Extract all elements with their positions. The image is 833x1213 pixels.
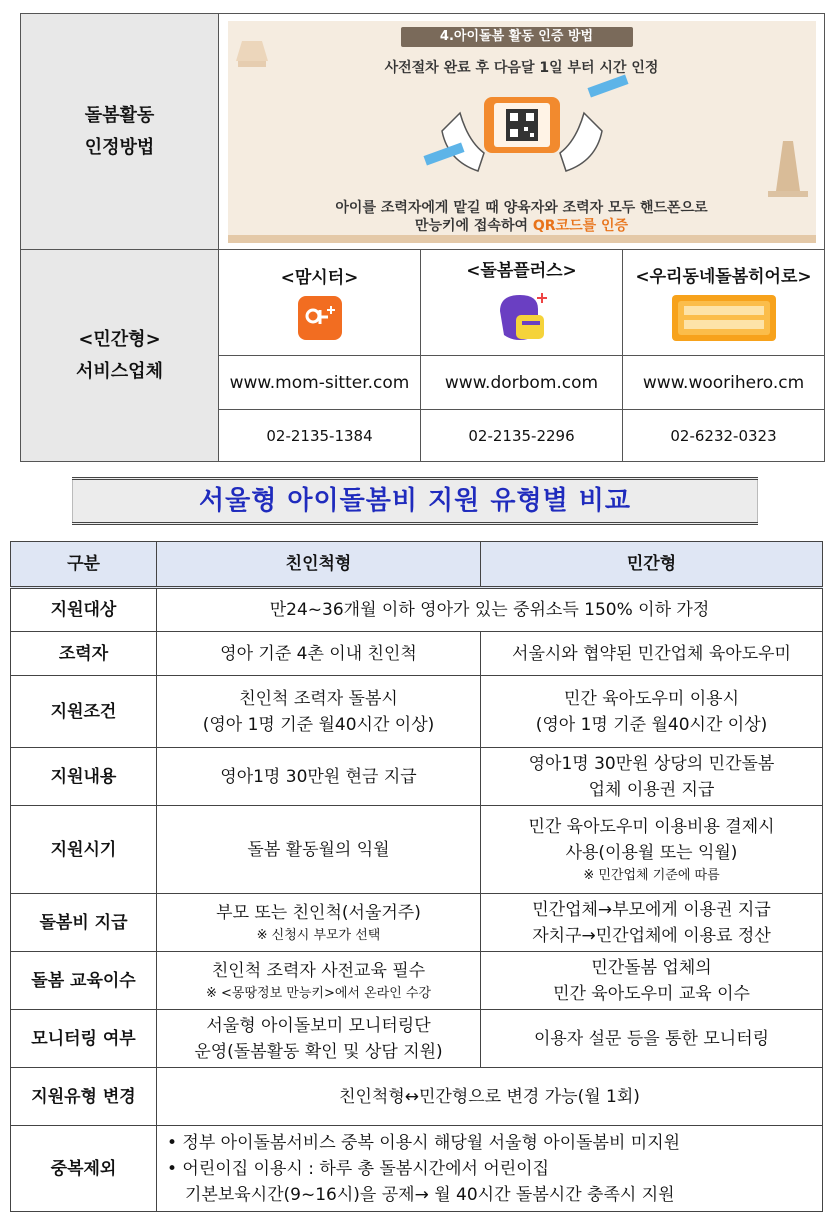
section-title-box	[72, 477, 758, 525]
banner-line1: 아이를 조력자에게 맡길 때 양육자와 조력자 모두 핸드폰으로	[335, 199, 708, 216]
row-value: 돌봄 활동월의 익월	[157, 806, 481, 894]
table-row	[11, 894, 823, 952]
section-title: 서울형 아이돌봄비 지원 유형별 비교	[199, 486, 631, 516]
vendor-url: www.dorbom.com	[421, 356, 623, 410]
header-private-type: 민간형	[481, 542, 823, 588]
row-value: 민간업체→부모에게 이용권 지급 자치구→민간업체에 이용료 정산	[481, 894, 823, 952]
vendor-label: <민간형> 서비스업체	[21, 250, 219, 462]
header-category: 구분	[11, 542, 157, 588]
row-label: 지원조건	[11, 676, 157, 748]
table-row	[11, 1068, 823, 1126]
row-label: 지원시기	[11, 806, 157, 894]
table-row	[11, 1126, 823, 1212]
dorbomplus-logo-icon	[492, 289, 552, 347]
comparison-table	[10, 541, 823, 1212]
header-relative-type: 친인척형	[157, 542, 481, 588]
table-row	[11, 676, 823, 748]
table-row	[11, 806, 823, 894]
row-label: 지원유형 변경	[11, 1068, 157, 1126]
method-label: 돌봄활동 인정방법	[21, 14, 219, 250]
table-row	[11, 952, 823, 1010]
row-value: 영아1명 30만원 현금 지급	[157, 748, 481, 806]
row-value: • 정부 아이돌봄서비스 중복 이용시 해당월 서울형 아이돌봄비 미지원 • 어린이집 이용시 : 하루 총 돌봄시간에서 어린이집 기본보육시간(9~16시)을 공제→ 월 40시간 돌봄시간 충족시 지원	[157, 1126, 823, 1212]
method-banner-cell	[219, 14, 825, 250]
vendor-url: www.woorihero.cm	[623, 356, 825, 410]
qr-auth-banner	[228, 21, 816, 243]
row-value: 친인척 조력자 돌봄시 (영아 1명 기준 월40시간 이상)	[157, 676, 481, 748]
vendor-phone: 02-2135-1384	[219, 410, 421, 462]
vendor-momsitter: <맘시터>	[219, 250, 421, 356]
row-value: 서울시와 협약된 민간업체 육아도우미	[481, 632, 823, 676]
row-value: 민간 육아도우미 이용비용 결제시 사용(이용월 또는 익월) ※ 민간업체 기준에 따름	[481, 806, 823, 894]
row-value: 서울형 아이돌보미 모니터링단 운영(돌봄활동 확인 및 상담 지원)	[157, 1010, 481, 1068]
row-value: 친인척형↔민간형으로 변경 가능(월 1회)	[157, 1068, 823, 1126]
momsitter-logo-icon	[298, 296, 342, 340]
row-value: 부모 또는 친인척(서울거주) ※ 신청시 부모가 선택	[157, 894, 481, 952]
row-value: 만24~36개월 이하 영아가 있는 중위소득 150% 이하 가정	[157, 588, 823, 632]
woorihero-logo-icon	[672, 295, 776, 341]
table-row	[11, 1010, 823, 1068]
row-label: 중복제외	[11, 1126, 157, 1212]
table-row	[11, 748, 823, 806]
vendor-url: www.mom-sitter.com	[219, 356, 421, 410]
row-label: 지원대상	[11, 588, 157, 632]
row-label: 조력자	[11, 632, 157, 676]
row-value: 이용자 설문 등을 통한 모니터링	[481, 1010, 823, 1068]
row-value: 영아 기준 4촌 이내 친인척	[157, 632, 481, 676]
vendor-dorbom: <돌봄플러스>	[421, 250, 623, 356]
row-label: 돌봄비 지급	[11, 894, 157, 952]
service-info-table	[20, 13, 825, 462]
banner-line2: 만능키에 접속하여 QR코드를 인증	[414, 217, 629, 234]
row-value: 친인척 조력자 사전교육 필수 ※ <몽땅정보 만능키>에서 온라인 수강	[157, 952, 481, 1010]
row-value: 민간돌봄 업체의 민간 육아도우미 교육 이수	[481, 952, 823, 1010]
row-value: 민간 육아도우미 이용시 (영아 1명 기준 월40시간 이상)	[481, 676, 823, 748]
row-value: 영아1명 30만원 상당의 민간돌봄 업체 이용권 지급	[481, 748, 823, 806]
vendor-woorihero: <우리동네돌봄히어로>	[623, 250, 825, 356]
table-row	[11, 632, 823, 676]
vendor-phone: 02-6232-0323	[623, 410, 825, 462]
table-row	[11, 588, 823, 632]
row-label: 모니터링 여부	[11, 1010, 157, 1068]
row-label: 돌봄 교육이수	[11, 952, 157, 1010]
banner-title: 4.아이돌봄 활동 인증 방법	[401, 27, 633, 47]
row-label: 지원내용	[11, 748, 157, 806]
vendor-phone: 02-2135-2296	[421, 410, 623, 462]
banner-subtitle: 사전절차 완료 후 다음달 1일 부터 시간 인정	[384, 59, 659, 76]
